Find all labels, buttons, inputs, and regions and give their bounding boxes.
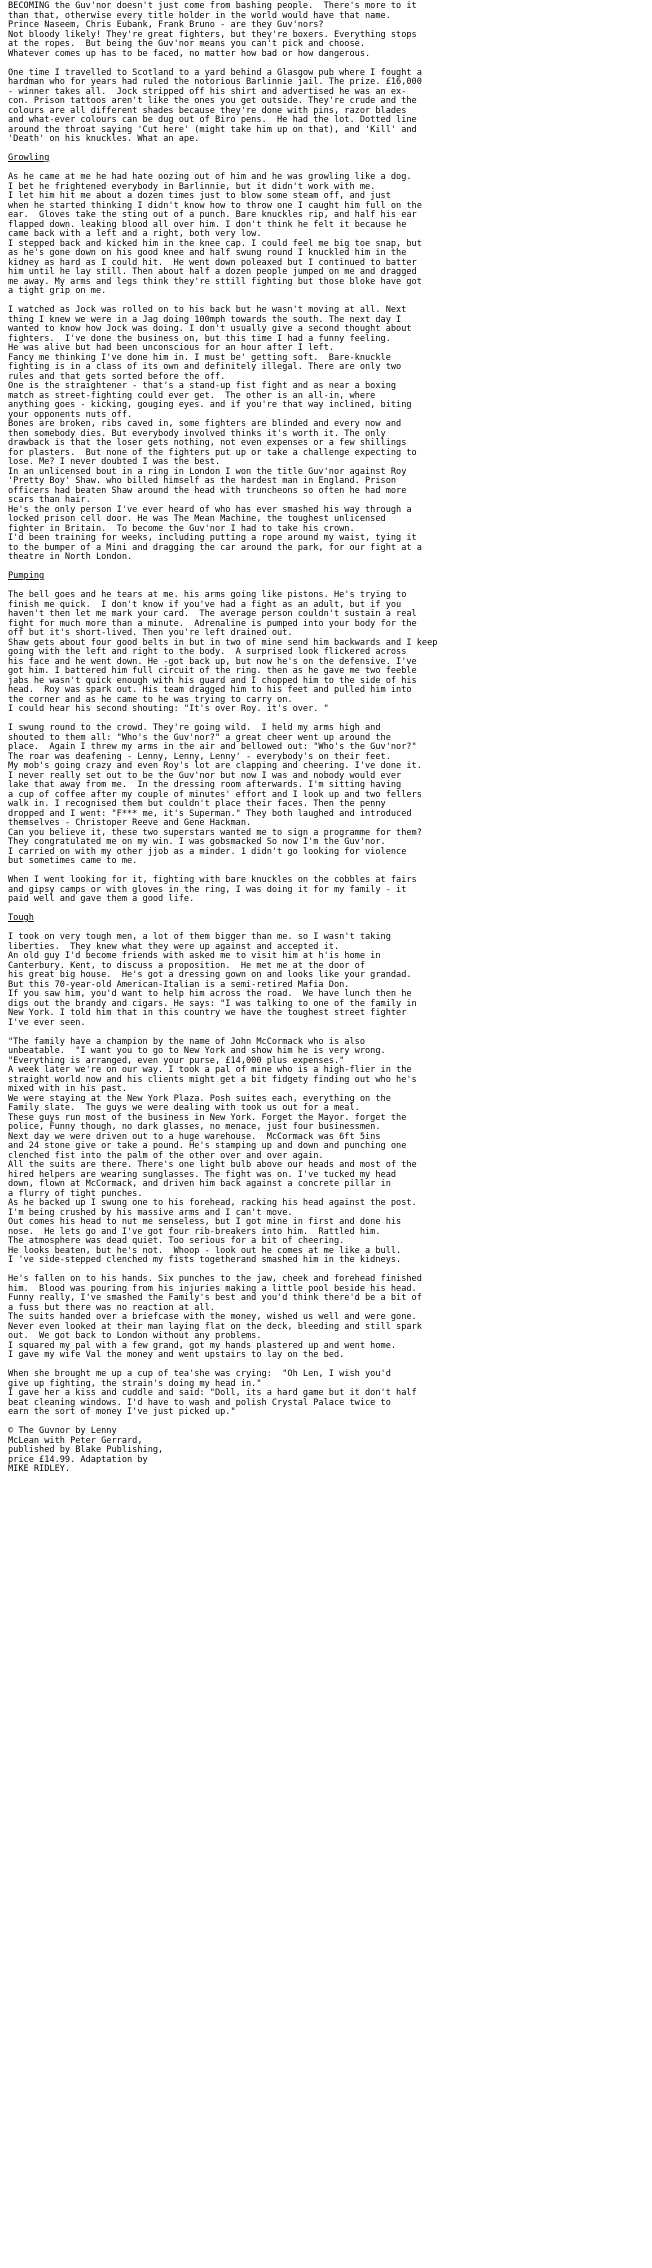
text-line: liberties. They knew what they were up against and accepted it. [8, 941, 340, 952]
text-line: Fancy me thinking I've done him in. I must be' getting soft. Bare-knuckle [8, 352, 391, 363]
text-line: He was alive but had been unconscious for an hour after I left. [8, 343, 334, 353]
text-line: for plasters. But none of the fighters put up or take a challenge expecting to [8, 447, 417, 458]
text-line: scars than hair. [8, 495, 91, 505]
text-line: haven't then let me mark your card. The average person couldn't sustain a real [8, 609, 417, 619]
text-line: In an unlicensed bout in a ring in London I won the title Guv'nor against Roy [8, 466, 407, 477]
text-line: I gave her a kiss and cuddle and said: "Doll, its a hard game but it don't half [8, 1388, 417, 1398]
text-line: out. We got back to London without any problems. [8, 1331, 262, 1341]
credit-line: McLean with Peter Gerrard, [8, 1435, 143, 1446]
text-line: As he came at me he had hate oozing out of him and he was growling like a dog. [8, 172, 412, 182]
text-line: thing I knew we were in a Jag doing 100mph towards the south. The next day I [8, 314, 402, 325]
text-line: the corner and as he came to he was trying to carry on. [8, 694, 293, 705]
text-line: going with the left and right to the body. A surprised look flickered across [8, 647, 407, 657]
text-line: I bet he frightened everybody in Barlinnie, but it didn't work with me. [8, 181, 376, 192]
text-line: drawback is that the loser gets nothing, not even expenses or a few shillings [8, 438, 407, 448]
text-line: When she brought me up a cup of tea'she was crying: "Oh Len, I wish you'd [8, 1369, 391, 1379]
credit-line: price £14.99. Adaptation by [8, 1454, 148, 1465]
text-line: I'm being crushed by his massive arms and I can't move. [8, 1207, 293, 1218]
text-line: as he's gone down on his good knee and half swung round I knuckled him in the [8, 248, 407, 258]
text-line: down, flown at McCormack, and driven him back against a concrete pillar in [8, 1179, 391, 1189]
text-line: than that, otherwise every title holder in the world would have that name. [8, 10, 391, 21]
text-line: a fuss but there was no reaction at all. [8, 1302, 215, 1313]
text-line: Out comes his head to nut me senseless, but I got mine in first and done his [8, 1217, 402, 1227]
text-line: I stepped back and kicked him in the knee cap. I could feel me big toe snap, but [8, 238, 422, 249]
text-line: As he backed up I swung one to his forehead, racking his head against the post. [8, 1198, 417, 1208]
text-line: I could hear his second shouting: "It's over Roy. it's over. " [8, 704, 329, 714]
text-line: "The family have a champion by the name of John McCormack who is also [8, 1036, 365, 1047]
paragraph [8, 1038, 636, 1266]
text-line: We were staying at the New York Plaza. Posh suites each, everything on the [8, 1093, 391, 1104]
text-line: finish me quick. I don't know if you've had a fight as an adult, but if you [8, 599, 402, 610]
text-line: These guys run most of the business in New York. Forget the Mayor. forget the [8, 1112, 407, 1123]
text-line: I swung round to the crowd. They're going wild. I held my arms high and [8, 723, 381, 733]
text-line: digs out the brandy and cigars. He says: "I was talking to one of the family in [8, 998, 417, 1009]
text-line: When I went looking for it, fighting with bare knuckles on the cobbles at fairs [8, 875, 417, 885]
paragraph [8, 69, 636, 145]
paragraph [8, 306, 636, 563]
text-line: flapped down. leaking blood all over him. I don't think he felt it because he [8, 219, 407, 230]
article-section [8, 914, 636, 1418]
text-line: I took on very tough men, a lot of them bigger than me. so I wasn't taking [8, 932, 391, 942]
article-section [8, 154, 636, 563]
text-line: I never really set out to be the Guv'nor but now I was and nobody would ever [8, 770, 402, 781]
text-line: I carried on with my other jjob as a minder. 1 didn't go looking for violence [8, 846, 407, 857]
article-section [8, 572, 636, 905]
text-line: He's fallen on to his hands. Six punches to the jaw, cheek and forehead finished [8, 1274, 422, 1284]
text-line: paid well and gave them a good life. [8, 894, 195, 904]
paragraph [8, 1370, 636, 1418]
text-line: wanted to know how Jock was doing. I don't usually give a second thought about [8, 324, 412, 334]
text-line: All the suits are there. There's one light bulb above our heads and most of the [8, 1160, 417, 1170]
text-line: Never even looked at their man laying flat on the deck, bleeding and still spark [8, 1321, 422, 1332]
text-line: They congratulated me on my win. I was gobsmacked So now I'm the Guv'nor. [8, 837, 386, 847]
text-line: him until he lay still. Then about half a dozen people jumped on me and dragged [8, 267, 417, 277]
text-line: his great big house. He's got a dressing gown on and looks like your grandad. [8, 970, 412, 980]
text-line: BECOMING the Guv'nor doesn't just come from bashing people. There's more to it [8, 1, 417, 11]
text-line: Not bloody likely! They're great fighters, but they're boxers. Everything stops [8, 29, 417, 40]
article-section [8, 2, 636, 145]
text-line: fighters. I've done the business on, but this time I had a funny feeling. [8, 333, 391, 344]
text-line: lose. Me? I never doubted I was the best. [8, 457, 221, 467]
text-line: 'Pretty Boy' Shaw. who billed himself as the hardest man in England. Prison [8, 476, 397, 486]
text-line: your opponents nuts off. [8, 409, 133, 420]
text-line: I 've side-stepped clenched my fists togetherand smashed him in the kidneys. [8, 1255, 402, 1265]
text-line: hired helpers are wearing sunglasses. The fight was on. I've tucked my head [8, 1169, 397, 1180]
paragraph [8, 1275, 636, 1361]
credit-line: published by Blake Publishing, [8, 1445, 164, 1455]
text-line: rules and that gets sorted before the off. [8, 371, 226, 382]
text-line: then somebody dies. But everybody involved thinks it's worth it. The only [8, 428, 386, 439]
text-line: 'Death' on his knuckles. What an ape. [8, 134, 200, 144]
text-line: Canterbury. Kent, to discuss a proposition. He met me at the door of [8, 960, 365, 971]
text-line: when he started thinking I didn't know how to throw one I caught him full on the [8, 200, 422, 211]
text-line: but sometimes came to me. [8, 856, 138, 866]
text-line: jabs he wasn't quick enough with his guard and I chopped him to the side of his [8, 675, 417, 686]
text-line: - winner takes all. Jock stripped off his shirt and advertised he was an ex- [8, 86, 407, 97]
text-line: lake that away from me. In the dressing room afterwards. I'm sitting having [8, 780, 402, 790]
text-line: and gipsy camps or with gloves in the ring, I was doing it for my family - it [8, 884, 407, 895]
text-line: dropped and I went: "F*** me, it's Superman." They both laughed and introduced [8, 808, 412, 819]
text-line: walk in. I recognised them but couldn't place their faces. Then the penny [8, 799, 386, 809]
paragraph [8, 173, 636, 297]
text-line: I let him hit me about a dozen times just to blow some steam off, and just [8, 191, 391, 201]
text-line: I'd been training for weeks, including putting a rope around my waist, tying it [8, 533, 417, 543]
text-line: at the ropes. But being the Guv'nor means you can't pick and choose. [8, 39, 365, 49]
text-line: Whatever comes up has to be faced, no matter how bad or how dangerous. [8, 48, 371, 59]
text-line: kidney as hard as I could hit. He went down poleaxed but I continued to batter [8, 257, 417, 268]
paragraph [8, 724, 636, 867]
paragraph [8, 2, 636, 59]
text-line: nose. He lets go and I've got four rib-breakers into him. Rattled him. [8, 1226, 381, 1237]
text-line: a tight grip on me. [8, 286, 107, 296]
text-line: place. Again I threw my arms in the air and bellowed out: "Who's the Guv'nor?" [8, 742, 417, 752]
text-line: themselves - Christoper Reeve and Gene Hackman. [8, 818, 252, 828]
paragraph [8, 933, 636, 1028]
text-line: locked prison cell door. He was The Mean Machine, the toughest unlicensed [8, 514, 386, 524]
text-line: A week later we're on our way. I took a pal of mine who is a high-flier in the [8, 1065, 412, 1075]
text-line: shouted to them all: "Who's the Guv'nor?" a great cheer went up around the [8, 732, 391, 743]
text-line: police, Funny though, no dark glasses, no menace, just four businessmen. [8, 1122, 381, 1132]
text-line: got him. I battered him full circuit of the ring. then as he gave me two feeble [8, 666, 417, 676]
text-line: If you saw him, you'd want to help him across the road. We have lunch then he [8, 989, 412, 999]
text-line: The bell goes and he tears at me. his arms going like pistons. He's trying to [8, 590, 407, 600]
text-line: I squared my pal with a few grand, got my hands plastered up and went home. [8, 1340, 397, 1351]
text-line: a cup of coffee after my couple of minutes' effort and I look up and two fellers [8, 789, 422, 800]
text-line: But this 70-year-old American-Italian is a semi-retired Mafia Don. [8, 979, 350, 990]
text-line: Bones are broken, ribs caved in, some fighters are blinded and every now and [8, 419, 402, 429]
text-line: Funny really, I've smashed the Family's best and you'd think there'd be a bit of [8, 1293, 422, 1303]
text-line: anything goes - kicking, gouging eyes. and if you're that way inclined, biting [8, 400, 412, 410]
text-line: mixed with in his past. [8, 1084, 127, 1094]
text-line: I've ever seen. [8, 1017, 86, 1028]
section-heading: Tough [8, 913, 34, 923]
paragraph [8, 876, 636, 905]
text-line: I watched as Jock was rolled on to his back but he wasn't moving at all. Next [8, 305, 407, 315]
text-line: straight world now and his clients might get a bit fidgety finding out who he's [8, 1074, 417, 1085]
text-line: I gave my wife Val the money and went upstairs to lay on the bed. [8, 1350, 345, 1360]
text-line: Next day we were driven out to a huge warehouse. McCormack was 6ft 5ins [8, 1131, 381, 1142]
text-line: He's the only person I've ever heard of who has ever smashed his way through a [8, 504, 412, 515]
text-line: He looks beaten, but he's not. Whoop - look out he comes at me like a bull. [8, 1245, 402, 1256]
text-line: Prince Naseem, Chris Eubank, Frank Bruno - are they Guv'nors? [8, 20, 324, 30]
text-line: The atmosphere was dead quiet. Too serious for a bit of cheering. [8, 1236, 345, 1246]
text-line: officers had beaten Shaw around the head with truncheons so often he had more [8, 485, 407, 496]
text-line: fight for much more than a minute. Adrenaline is pumped into your body for the [8, 618, 417, 629]
text-line: head. Roy was spark out. His team dragged him to his feet and pulled him into [8, 685, 412, 695]
text-line: a flurry of tight punches. [8, 1188, 143, 1199]
text-line: The suits handed over a briefcase with the money, wished us well and were gone. [8, 1312, 417, 1322]
text-line: con. Prison tattoos aren't like the ones you get outside. They're crude and the [8, 96, 417, 106]
text-line: Can you believe it, these two superstars wanted me to sign a programme for them? [8, 827, 422, 838]
paragraph [8, 591, 636, 715]
text-line: give up fighting, the strain's doing my head in." [8, 1378, 262, 1389]
text-line: fighter in Britain. To become the Guv'nor I had to take his crown. [8, 523, 355, 534]
text-line: and what-ever colours can be dug out of Biro pens. He had the lot. Dotted line [8, 115, 417, 125]
text-line: ear. Gloves take the sting out of a punch. Bare knuckles rip, and half his ear [8, 210, 417, 220]
section-heading: Pumping [8, 571, 45, 581]
text-line: clenched fist into the palm of the other over and over again. [8, 1150, 324, 1161]
credits-block [8, 1427, 636, 1475]
text-line: One time I travelled to Scotland to a yard behind a Glasgow pub where I fought a [8, 67, 422, 78]
section-heading: Growling [8, 153, 50, 163]
credit-line: © The Guvnor by Lenny [8, 1426, 117, 1436]
text-line: earn the sort of money I've just picked up." [8, 1407, 236, 1417]
text-line: colours are all different shades because they're done with pins, razor blades [8, 105, 407, 116]
credit-line: MIKE RIDLEY. [8, 1464, 71, 1474]
text-line: New York. I told him that in this country we have the toughest street fighter [8, 1008, 407, 1018]
text-line: "Everything is arranged, even your purse, £14,000 plus expenses." [8, 1055, 345, 1066]
text-line: unbeatable. "I want you to go to New York and show him he is very wrong. [8, 1046, 386, 1056]
text-line: hardman who for years had ruled the notorious Barlinnie jail. The prize. £16,000 [8, 77, 422, 87]
text-line: him. Blood was pouring from his injuries making a little pool beside his head. [8, 1283, 417, 1294]
text-line: One is the straightener - that's a stand-up fist fight and as near a boxing [8, 381, 397, 391]
text-line: came back with a left and a right, both very low. [8, 229, 262, 239]
text-line: beat cleaning windows. I'd have to wash and polish Crystal Palace twice to [8, 1397, 391, 1408]
text-line: Family slate. The guys we were dealing with took us out for a meal. [8, 1103, 360, 1113]
text-line: My mob's going crazy and even Roy's lot are clapping and cheering. I've done it. [8, 761, 422, 771]
text-line: The roar was deafening - Lenny, Lenny, Lenny' - everybody's on their feet. [8, 751, 391, 762]
text-line: theatre in North London. [8, 552, 133, 562]
text-line: around the throat saying 'Cut here' (might take him up on that), and 'Kill' and [8, 124, 417, 135]
text-line: to the bumper of a Mini and dragging the car around the park, for our fight at a [8, 542, 422, 553]
text-line: match as street-fighting could ever get. The other is an all-in, where [8, 390, 376, 401]
text-line: me away. My arms and legs think they're sttill fighting but those bloke have got [8, 276, 422, 287]
text-line: off but it's short-lived. Then you're left drained out. [8, 628, 293, 638]
text-line: fighting is in a class of its own and definitely illegal. There are only two [8, 362, 402, 372]
text-line: An old guy I'd become friends with asked me to visit him at h'is home in [8, 951, 381, 961]
text-line: his face and he went down. He -got back up, but now he's on the defensive. I've [8, 656, 417, 667]
text-line: Shaw gets about four good belts in but in two of mine send him backwards and I keep [8, 637, 438, 648]
text-line: and 24 stone give or take a pound. He's stamping up and down and punching one [8, 1141, 407, 1151]
